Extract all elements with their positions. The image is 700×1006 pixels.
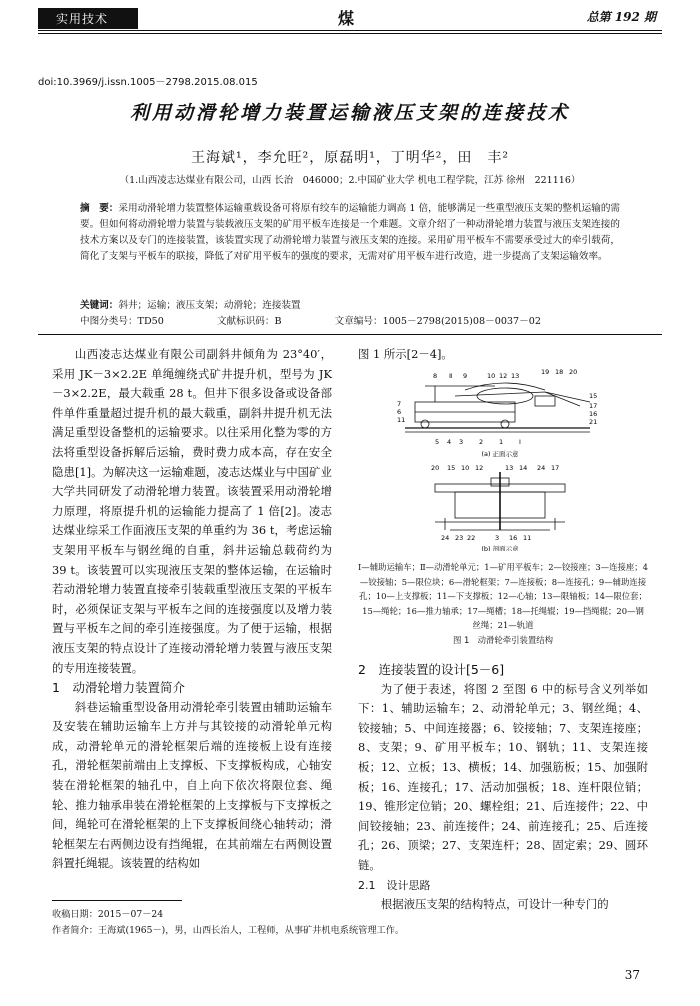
- figure-1-legend: [358, 560, 648, 647]
- keywords-text: 斜井；运输；液压支架；动滑轮；连接装置: [118, 300, 301, 311]
- section-heading: 2 连接装置的设计[5－6]: [358, 662, 505, 677]
- svg-text:24: 24: [441, 534, 450, 542]
- svg-text:10: 10: [461, 464, 470, 472]
- svg-text:11: 11: [397, 416, 406, 424]
- figure-1a-caption: (a) 正面示意: [481, 450, 519, 458]
- svg-text:23: 23: [455, 534, 464, 542]
- header-rule: [38, 30, 662, 31]
- svg-text:8: 8: [433, 372, 438, 380]
- svg-text:22: 22: [467, 534, 476, 542]
- journal-mark: 煤: [338, 9, 355, 28]
- svg-text:7: 7: [397, 400, 402, 408]
- abstract: [80, 201, 620, 265]
- paragraph: 根据液压支架的结构特点，可设计一种专门的: [380, 897, 609, 912]
- clc-number: 中图分类号：TD50: [80, 316, 164, 327]
- svg-text:13: 13: [511, 372, 520, 380]
- svg-text:15: 15: [447, 464, 456, 472]
- svg-text:9: 9: [463, 372, 468, 380]
- svg-text:1: 1: [499, 438, 504, 446]
- svg-text:6: 6: [397, 408, 402, 416]
- svg-text:14: 14: [519, 464, 528, 472]
- figure-1: [395, 366, 605, 555]
- figure-1b-section-view: [435, 472, 565, 530]
- svg-text:12: 12: [499, 372, 508, 380]
- figure-1-caption: 图 1 动滑轮牵引装置结构: [452, 634, 554, 645]
- svg-text:21: 21: [589, 418, 598, 426]
- body-left-column: [52, 345, 332, 874]
- section-heading: 1 动滑轮增力装置简介: [52, 680, 185, 696]
- figure-legend-text: Ⅰ—辅助运输车；Ⅱ—动滑轮单元；1—矿用平板车；2—铰接座；3—连接座；4—铰接轴；5—限位块；6—滑轮框架；7—连接板；8—连接孔；9—辅助连接孔；10—上支撑板；11—下支撑板；12—心轴；13—限轴板；14—限位套；15—绳轮；16—推力轴承；17—绳槽；18—托绳辊；19—挡绳辊；20—钢丝绳；21—轨道: [358, 562, 648, 630]
- paragraph: 图 1 所示[2－4]。: [358, 347, 453, 361]
- svg-text:3: 3: [495, 534, 500, 542]
- body-right-column: [358, 660, 648, 915]
- header-rule-thin: [38, 33, 662, 34]
- received-date: 收稿日期：2015－07－24: [52, 909, 164, 920]
- svg-text:Ⅰ: Ⅰ: [519, 438, 521, 446]
- svg-text:5: 5: [435, 438, 440, 446]
- article-title: 利用动滑轮增力装置运输液压支架的连接技术: [129, 102, 570, 124]
- svg-text:15: 15: [589, 392, 598, 400]
- figure-1a-labels: [397, 368, 597, 446]
- body-right-top: [358, 345, 648, 365]
- svg-text:16: 16: [509, 534, 518, 542]
- svg-text:24: 24: [537, 464, 546, 472]
- section-tag: 实用技术: [38, 8, 138, 29]
- doc-code: 文献标识码：B: [216, 316, 282, 327]
- affiliation: （1.山西凌志达煤业有限公司，山西 长治 046000；2.中国矿业大学 机电工程学院，江苏 徐州 221116）: [119, 175, 581, 186]
- article-number: 文章编号：1005－2798(2015)08－0037－02: [334, 316, 541, 327]
- svg-text:18: 18: [555, 368, 564, 376]
- paragraph: 为了便于表述，将图 2 至图 6 中的标号含义列举如下：1、辅助运输车；2、动滑轮单元；3、钢丝绳；4、铰接轴；5、中间连接器；6、铰接轴；7、支架连接座；8、支架；9、矿用平板车；10、钢轨；11、支架连接板；12、立板；13、横板；14、加强筋板；15、加强附板；16、连接孔；17、活动加强板；18、连杆限位销；19、锥形定位销；20、螺栓组；21、后连接件；22、中间铰接轴；23、前连接件；24、前连接孔；25、后连接孔；26、顶梁；27、支架连杆；28、固定索；29、圆环链。: [358, 681, 648, 872]
- author-list: 王海斌¹，李允旺²，原磊明¹，丁明华²，田 丰²: [190, 150, 510, 166]
- figure-1-drawing: [395, 366, 605, 551]
- keywords: [80, 297, 620, 311]
- svg-text:10: 10: [487, 372, 496, 380]
- doi: doi:10.3969/j.issn.1005－2798.2015.08.015: [38, 77, 258, 88]
- page-number: 37: [624, 968, 640, 982]
- svg-text:13: 13: [505, 464, 514, 472]
- abstract-label: 摘 要：: [80, 203, 119, 214]
- svg-text:16: 16: [589, 410, 598, 418]
- figure-1a-front-view: [405, 383, 590, 432]
- author-bio: 作者简介：王海斌(1965－)，男，山西长治人，工程师，从事矿井机电系统管理工作。: [52, 925, 405, 936]
- paragraph: 山西凌志达煤业有限公司副斜井倾角为 23°40′，采用 JK－3×2.2E 单绳缠绕式矿井提升机，型号为 JK－3×2.2E，最大载重 28 t。但井下很多设备或设备部件单件重量超过提升机的最大载重，副斜井提升机无法满足重型设备整机的运输要求。以往采用化整为零的方法将重型设备拆解后运输，费时费力成本高，存在安全隐患[1]。为解决这一运输难题，凌志达煤业与中国矿业大学共同研发了动滑轮增力装置。该装置采用动滑轮增力原理，将原提升机的运输能力提高了 1 倍[2]。凌志达煤业综采工作面液压支架的单重约为 36 t，考虑运输支架用平板车与钢丝绳的自重，斜井运输总载荷约为 39 t。该装置可以实现液压支架的整体运输，在运输时若动滑轮增力装置直接牵引装载重型液压支架的平板车时，必须保证支架与平板车之间的连接强度以及增力装置与平板车之间的牵引连接强度。为了便于运输，根据液压支架的特点设计了连接动滑轮增力装置与液压支架的专用连接装置。: [52, 347, 332, 675]
- classification-line: [80, 313, 620, 327]
- svg-text:2: 2: [479, 438, 484, 446]
- svg-text:11: 11: [523, 534, 532, 542]
- abstract-text: 采用动滑轮增力装置整体运输重载设备可将原有绞车的运输能力调高 1 倍，能够满足一些重型液压支架的整机运输的需要。但如何将动滑轮增力装置与装载液压支架的矿用平板车连接是一个难题。文章介绍了一种动滑轮增力装置与液压支架连接的技术方案以及专门的连接装置，该装置实现了动滑轮增力装置与液压支架的连接。采用矿用平板车不需要承受过大的牵引载荷，简化了支架与平板车的联接，降低了对矿用平板车的强度的要求，无需对矿用平板车进行改造，进一步提高了支架运输效率。: [80, 203, 621, 262]
- figure-1b-caption: (b) 剖面示意: [481, 545, 519, 551]
- svg-text:17: 17: [551, 464, 560, 472]
- footnote-rule: [52, 900, 182, 901]
- abstract-separator: [38, 334, 662, 335]
- svg-text:20: 20: [569, 368, 578, 376]
- keywords-label: 关键词：: [80, 300, 119, 311]
- svg-text:19: 19: [541, 368, 550, 376]
- paragraph: 斜巷运输重型设备用动滑轮牵引装置由辅助运输车及安装在辅助运输车上方并与其铰接的动滑轮单元构成，动滑轮单元的滑轮框架后端的连接板上设有连接孔，滑轮框架前端由上支撑板、下支撑板构成，心轴安装在滑轮框架的轴孔中，自上向下依次将限位套、绳轮、推力轴承串装在滑轮框架的上支撑板与下支撑板之间，绳轮可在滑轮框架的上下支撑板间绕心轴转动；滑轮框架左右两侧边设有挡绳辊，在其前端左右两侧设置斜置托绳辊。该装置的结构如: [52, 699, 332, 871]
- svg-text:12: 12: [475, 464, 484, 472]
- subsection-heading: 2.1 设计思路: [358, 878, 431, 892]
- issue-number: 总第 192 期: [586, 10, 656, 24]
- svg-text:Ⅱ: Ⅱ: [449, 372, 453, 380]
- svg-text:4: 4: [447, 438, 452, 446]
- svg-text:3: 3: [459, 438, 464, 446]
- svg-text:17: 17: [589, 402, 598, 410]
- svg-text:20: 20: [431, 464, 440, 472]
